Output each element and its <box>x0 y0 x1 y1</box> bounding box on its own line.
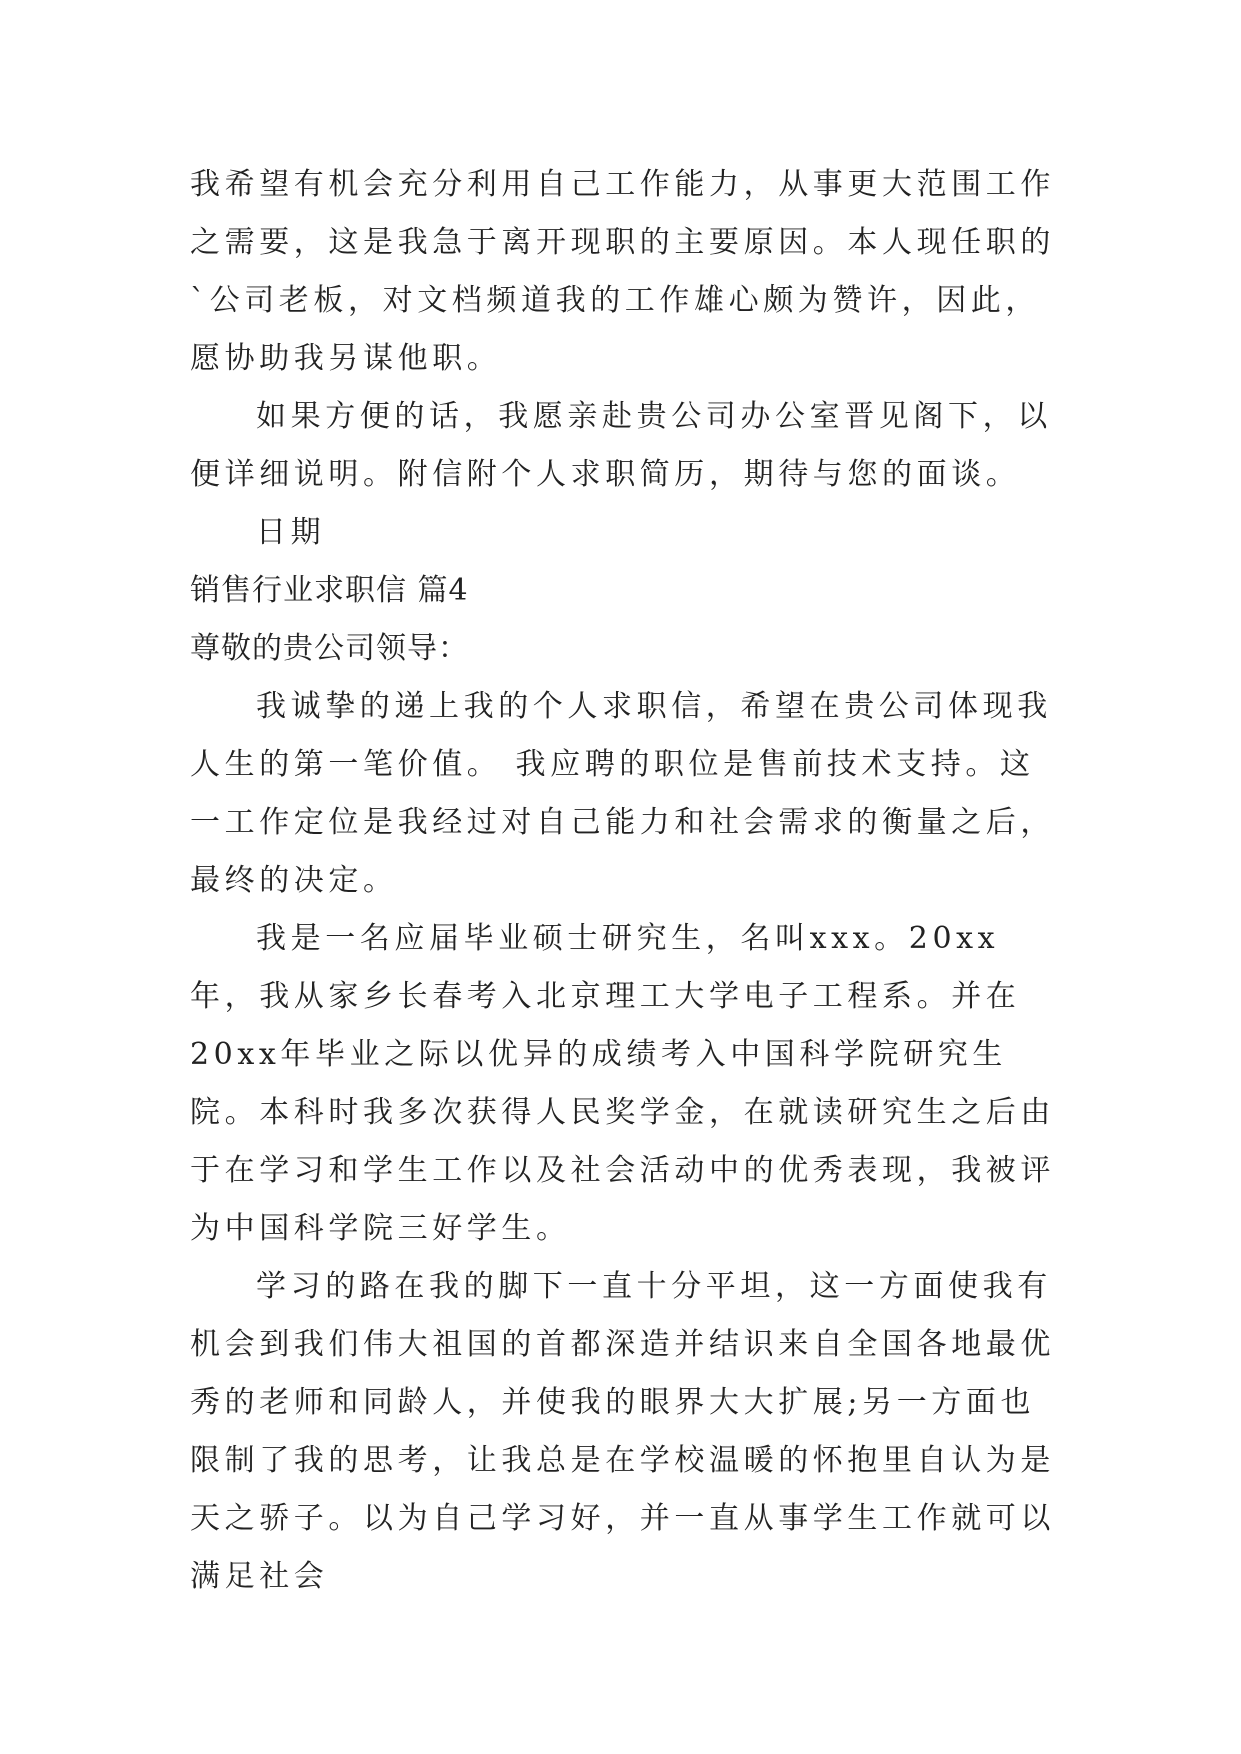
paragraph-interview-request: 如果方便的话，我愿亲赴贵公司办公室晋见阁下，以便详细说明。附信附个人求职简历，期待与您的面谈。 <box>190 399 1052 492</box>
section-heading: 销售行业求职信 篇4 <box>190 573 469 608</box>
document-body <box>190 156 1055 1606</box>
paragraph-education-background: 我是一名应届毕业硕士研究生，名叫xxx。20xx年，我从家乡长春考入北京理工大学电子工程系。并在20xx年毕业之际以优异的成绩考入中国科学院研究生院。本科时我多次获得人民奖学金，在就读研究生之后由于在学习和学生工作以及社会活动中的优秀表现，我被评为中国科学院三好学生。 <box>190 921 1055 1246</box>
salutation: 尊敬的贵公司领导： <box>190 631 469 666</box>
paragraph-self-reflection: 学习的路在我的脚下一直十分平坦，这一方面使我有机会到我们伟大祖国的首都深造并结识来自全国各地最优秀的老师和同龄人，并使我的眼界大大扩展;另一方面也限制了我的思考，让我总是在学校温暖的怀抱里自认为是天之骄子。以为自己学习好，并一直从事学生工作就可以满足社会 <box>190 1269 1055 1594</box>
date-line: 日期 <box>256 515 326 550</box>
paragraph-reason-for-leaving: 我希望有机会充分利用自己工作能力，从事更大范围工作之需要，这是我急于离开现职的主要原因。本人现任职的`公司老板，对文档频道我的工作雄心颇为赞许，因此，愿协助我另谋他职。 <box>190 167 1055 376</box>
paragraph-application-intro: 我诚挚的递上我的个人求职信，希望在贵公司体现我人生的第一笔价值。 我应聘的职位是售前技术支持。这一工作定位是我经过对自己能力和社会需求的衡量之后，最终的决定。 <box>190 689 1055 898</box>
